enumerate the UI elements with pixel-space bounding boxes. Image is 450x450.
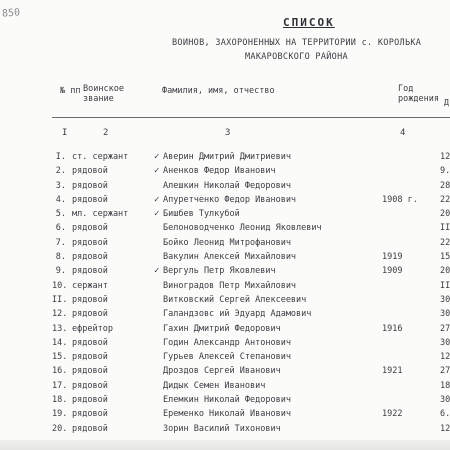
row-full-name: Алешкин Николай Федорович: [163, 180, 291, 191]
table-row: [0, 393, 450, 407]
row-cut-off-value: 15: [440, 252, 450, 263]
row-cut-off-value: 20: [440, 266, 450, 277]
column-header-rank: Воинское звание: [83, 84, 124, 104]
row-number: 9.: [55, 266, 66, 277]
row-rank: рядовой: [72, 180, 108, 191]
row-cut-off-value: 28: [440, 180, 450, 191]
row-number: I.: [55, 152, 66, 162]
row-full-name: Гурьев Алексей Степанович: [163, 352, 291, 363]
row-number: II.: [52, 294, 68, 305]
row-cut-off-value: 30: [440, 337, 450, 348]
row-rank: сержант: [72, 280, 108, 291]
row-rank: рядовой: [72, 409, 108, 420]
document-subtitle-line-1: ВОИНОВ, ЗАХОРОНЕННЫХ НА ТЕРРИТОРИИ с. КОРОЛЬКА: [172, 38, 422, 48]
table-row: [0, 379, 450, 393]
row-number: 18.: [52, 395, 68, 406]
document-title: СПИСОК: [283, 16, 335, 29]
row-full-name: Дроздов Сергей Иванович: [163, 366, 281, 377]
row-rank: рядовой: [72, 252, 108, 263]
row-rank: ефрейтор: [72, 323, 113, 334]
row-cut-off-value: 30: [440, 395, 450, 406]
row-cut-off-value: 22: [440, 194, 450, 205]
row-rank: рядовой: [72, 395, 108, 406]
row-full-name: Бишбев Тулкубой: [163, 209, 240, 220]
table-row: [0, 336, 450, 350]
document-subtitle-line-2: МАКАРОВСКОГО РАЙОНА: [245, 52, 348, 62]
row-number: 12.: [52, 309, 68, 320]
checkmark-icon: ✓: [154, 266, 160, 277]
row-rank: рядовой: [72, 266, 108, 277]
row-cut-off-value: 27: [440, 323, 450, 334]
column-header-cut-off: Д: [444, 98, 449, 107]
row-rank: ст. сержант: [72, 152, 129, 162]
row-number: 2.: [55, 166, 66, 177]
table-row: [0, 307, 450, 321]
row-full-name: Годин Александр Антонович: [163, 337, 291, 348]
row-full-name: Аверин Дмитрий Дмитриевич: [163, 152, 291, 162]
row-number: 20.: [52, 423, 68, 434]
table-row: [0, 207, 450, 221]
row-cut-off-value: 30: [440, 309, 450, 320]
row-rank: рядовой: [72, 423, 108, 434]
row-full-name: Зорин Василий Тихонович: [163, 423, 281, 434]
row-number: 17.: [52, 380, 68, 391]
row-birth-year: 1922: [382, 409, 403, 420]
checkmark-icon: ✓: [154, 209, 160, 220]
table-row: [0, 322, 450, 336]
row-number: 5.: [55, 209, 66, 220]
row-birth-year: 1909: [382, 266, 403, 277]
row-full-name: Аненков Федор Иванович: [163, 166, 276, 177]
table-row: [0, 221, 450, 235]
checkmark-icon: ✓: [154, 166, 160, 177]
table-row: [0, 350, 450, 364]
page-bottom-edge: [0, 440, 450, 450]
row-full-name: Галандзовс ий Эдуард Адамович: [163, 309, 312, 320]
row-cut-off-value: 30: [440, 294, 450, 305]
row-cut-off-value: 27: [440, 366, 450, 377]
row-number: 14.: [52, 337, 68, 348]
row-number: 7.: [55, 237, 66, 248]
table-row: [0, 150, 450, 164]
row-rank: рядовой: [72, 294, 108, 305]
row-number: 8.: [55, 252, 66, 263]
row-rank: рядовой: [72, 380, 108, 391]
row-number: 13.: [52, 323, 68, 334]
table-row: [0, 193, 450, 207]
row-full-name: Вергуль Петр Яковлевич: [163, 266, 276, 277]
table-row: [0, 264, 450, 278]
row-full-name: Витковский Сергей Алексеевич: [163, 294, 307, 305]
row-full-name: Апуретченко Федор Иванович: [163, 194, 297, 205]
row-rank: рядовой: [72, 337, 108, 348]
row-cut-off-value: 12: [440, 423, 450, 434]
column-number-3: 3: [225, 128, 231, 138]
row-rank: рядовой: [72, 194, 108, 205]
row-full-name: Виноградов Петр Михайлович: [163, 280, 297, 291]
row-rank: рядовой: [72, 223, 108, 234]
row-full-name: Вакулин Алексей Михайлович: [163, 252, 297, 263]
row-birth-year: 1921: [382, 366, 403, 377]
row-number: 16.: [52, 366, 68, 377]
row-rank: мл. сержант: [72, 209, 129, 220]
row-rank: рядовой: [72, 352, 108, 363]
row-cut-off-value: 12: [440, 352, 450, 363]
row-rank: рядовой: [72, 166, 108, 177]
row-birth-year: 1916: [382, 323, 403, 334]
table-row: [0, 236, 450, 250]
row-cut-off-value: 18: [440, 380, 450, 391]
row-full-name: Белоноводченко Леонид Яковлевич: [163, 223, 322, 234]
row-number: 10.: [52, 280, 68, 291]
row-cut-off-value: II: [440, 280, 450, 291]
row-cut-off-value: 6.: [440, 409, 450, 420]
row-birth-year: 1919: [382, 252, 403, 263]
row-number: 15.: [52, 352, 68, 363]
column-number-4: 4: [400, 128, 406, 138]
row-rank: рядовой: [72, 366, 108, 377]
archive-number-mark: 850: [1, 7, 21, 20]
table-row: [0, 422, 450, 436]
table-row: [0, 364, 450, 378]
row-number: 4.: [55, 194, 66, 205]
table-row: [0, 407, 450, 421]
header-divider: [52, 117, 450, 118]
checkmark-icon: ✓: [154, 194, 160, 205]
row-full-name: Бойко Леонид Митрофанович: [163, 237, 291, 248]
column-header-name: Фамилия, имя, отчество: [162, 86, 275, 96]
row-cut-off-value: II: [440, 223, 450, 234]
row-number: 3.: [55, 180, 66, 191]
row-birth-year: 1908 г.: [382, 194, 418, 205]
column-number-2: 2: [103, 128, 109, 138]
row-full-name: Дидык Семен Иванович: [163, 380, 266, 391]
checkmark-icon: ✓: [154, 152, 160, 162]
row-full-name: Гахин Дмитрий Федорович: [163, 323, 281, 334]
column-number-1: I: [62, 128, 68, 138]
row-full-name: Елемкин Николай Федорович: [163, 395, 291, 406]
soldier-list: [0, 150, 450, 436]
column-header-birth-year: Год рождения: [398, 84, 439, 104]
table-row: [0, 164, 450, 178]
row-cut-off-value: 22: [440, 237, 450, 248]
row-number: 19.: [52, 409, 68, 420]
column-header-number: № пп: [60, 86, 81, 96]
row-number: 6.: [55, 223, 66, 234]
table-row: [0, 250, 450, 264]
table-row: [0, 293, 450, 307]
table-row: [0, 179, 450, 193]
row-cut-off-value: 12: [440, 152, 450, 162]
row-full-name: Еременко Николай Иванович: [163, 409, 291, 420]
row-cut-off-value: 20: [440, 209, 450, 220]
row-cut-off-value: 9.: [440, 166, 450, 177]
table-row: [0, 279, 450, 293]
row-rank: рядовой: [72, 237, 108, 248]
row-rank: рядовой: [72, 309, 108, 320]
